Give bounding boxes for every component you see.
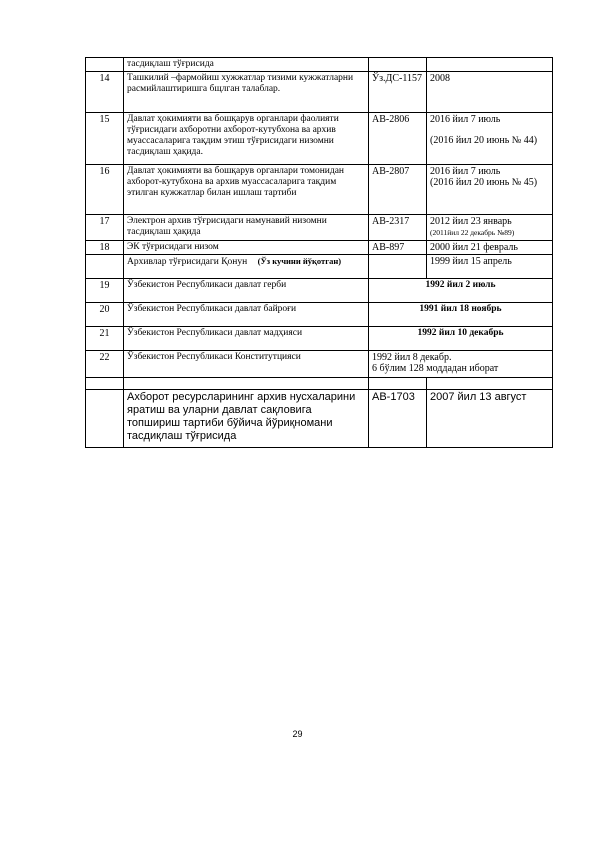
document-title: Электрон архив тўғрисидаги намунавий низомни тасдиқлаш ҳақида [124,215,369,241]
row-number: 17 [86,215,124,241]
document-code: АВ-897 [369,241,427,255]
document-title: Ўзбекистон Республикаси давлат байроғи [124,303,369,327]
row-number: 20 [86,303,124,327]
row-number [86,390,124,448]
document-date [427,113,553,165]
table-row [86,113,553,165]
document-date [427,378,553,390]
document-date: 1999 йил 15 апрель [427,255,553,279]
document-date [427,165,553,215]
document-date: 1992 йил 2 июль [369,279,553,303]
row-number [86,378,124,390]
document-title: Ахборот ресурсларининг архив нусхаларини яратиш ва уларни давлат сақловига топшириш тартиби бўйича йўриқномани тасдиқлаш тўғрисида [124,390,369,448]
document-title: Ўзбекистон Республикаси Конститутцияси [124,351,369,378]
document-title: Ўзбекистон Республикаси давлат мадҳияси [124,327,369,351]
document-code: АВ-2807 [369,165,427,215]
document-code: Ўз.ДС-1157 [369,72,427,113]
date-reference: 6 бўлим 128 моддадан иборат [372,363,499,374]
table-row [86,378,553,390]
document-code: АВ-2806 [369,113,427,165]
document-date: 2008 [427,72,553,113]
date-reference: (2016 йил 20 июнь № 45) [430,177,538,188]
table-row [86,351,553,378]
document-date [427,58,553,72]
document-date: 2007 йил 13 август [427,390,553,448]
row-number [86,58,124,72]
document-code [369,255,427,279]
table-row [86,72,553,113]
status-note: (Ўз кучини йўқотган) [257,256,342,266]
row-number: 15 [86,113,124,165]
document-title: ЭК тўғрисидаги низом [124,241,369,255]
document-date: 1991 йил 18 ноябрь [369,303,553,327]
table-row [86,241,553,255]
document-title [124,255,369,279]
document-title [124,378,369,390]
row-number: 19 [86,279,124,303]
table-row [86,58,553,72]
row-number: 16 [86,165,124,215]
document-title: Ўзбекистон Республикаси давлат герби [124,279,369,303]
page-number: 29 [292,729,303,739]
regulations-table [85,57,553,448]
document-code: АВ-2317 [369,215,427,241]
date-value: 2016 йил 7 июль [430,114,501,125]
date-reference: (2011йил 22 декабрь №89) [430,228,515,237]
row-number: 18 [86,241,124,255]
document-code: АВ-1703 [369,390,427,448]
law-title: Архивлар тўғрисидаги Қонун [127,257,248,267]
row-number [86,255,124,279]
table-row [86,303,553,327]
document-date: 2000 йил 21 февраль [427,241,553,255]
document-title: тасдиқлаш тўғрисида [124,58,369,72]
date-value: 2016 йил 7 июль [430,166,501,177]
document-date [427,215,553,241]
document-title: Давлат ҳокимияти ва бошқарув органлари томонидан ахборот-кутубхона ва архив муассасаларига тақдим этилган кужжатлар билан ишлаш тартиби [124,165,369,215]
table-row [86,279,553,303]
document-title: Ташкилий –фармойиш хужжатлар тизими кужжатларни расмийлаштиришга бщлган талаблар. [124,72,369,113]
document-title: Давлат ҳокимияти ва бошқарув органлари фаолияти тўғрисидаги ахборотни ахборот-кутубхона ва архив муассасаларига тақдим этиш тўғрисидаги низомни тасдиқлаш ҳақида. [124,113,369,165]
date-reference: (2016 йил 20 июнь № 44) [430,135,538,146]
table-row [86,165,553,215]
document-code [369,378,427,390]
document-date [369,351,553,378]
row-number: 22 [86,351,124,378]
table-row [86,255,553,279]
row-number: 21 [86,327,124,351]
document-date: 1992 йил 10 декабрь [369,327,553,351]
table-row [86,390,553,448]
row-number: 14 [86,72,124,113]
date-value: 2012 йил 23 январь [430,216,512,227]
table-row [86,215,553,241]
date-value: 1992 йил 8 декабр. [372,352,452,363]
document-code [369,58,427,72]
table-row [86,327,553,351]
